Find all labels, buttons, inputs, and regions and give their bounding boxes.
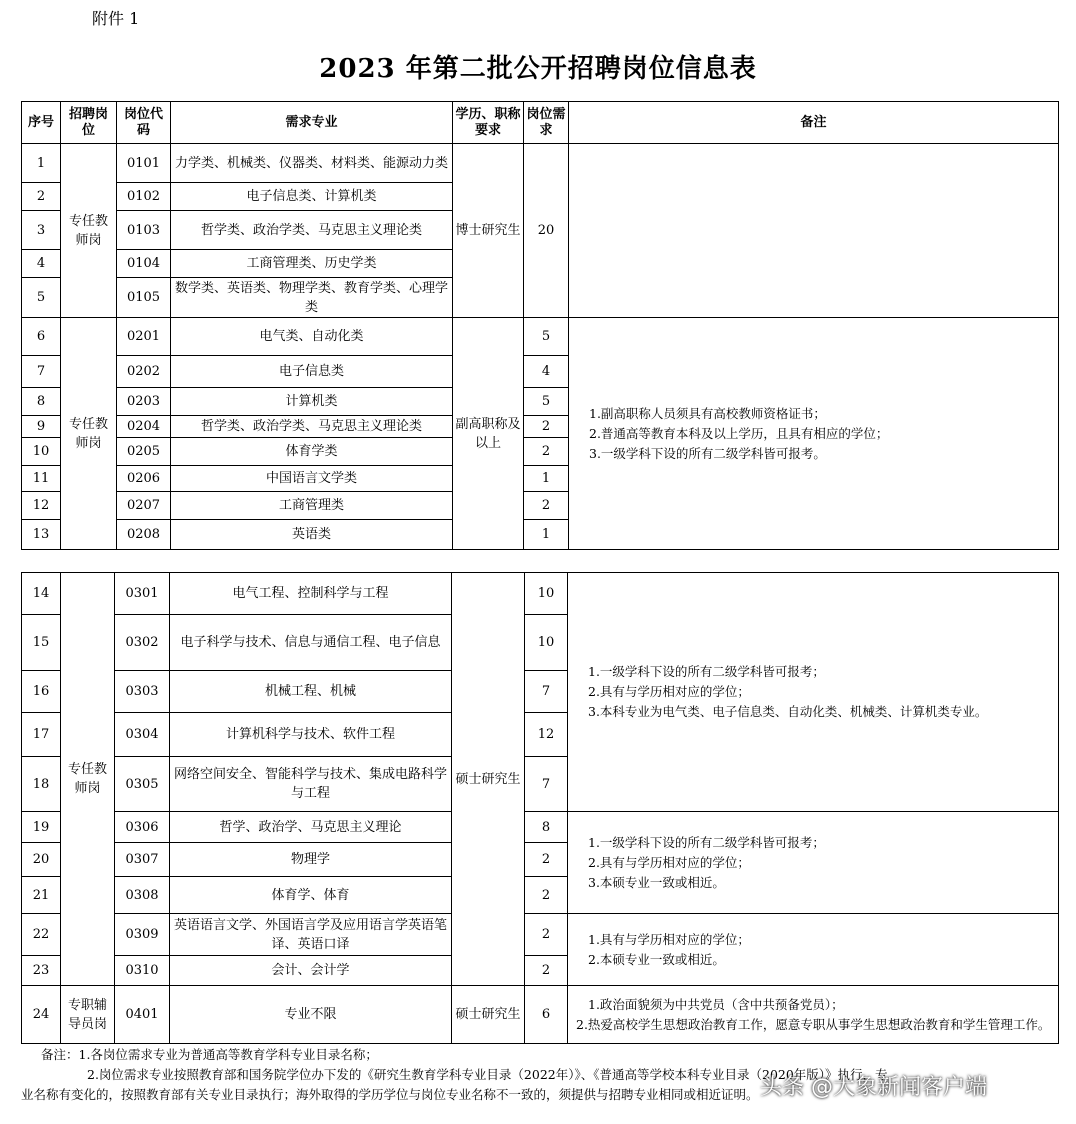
code-cell: 0206 — [117, 466, 171, 492]
remark-line: 3.本科专业为电气类、电子信息类、自动化类、机械类、计算机类专业。 — [588, 704, 988, 719]
count-cell: 2 — [524, 492, 569, 520]
page-title: 2023 年第二批公开招聘岗位信息表 — [319, 54, 757, 84]
count-cell: 10 — [525, 615, 568, 671]
major-cell: 英语语言文学、外国语言学及应用语言学英语笔译、英语口译 — [170, 914, 452, 956]
recruitment-table-part1 — [21, 101, 1059, 550]
count-cell: 10 — [525, 573, 568, 615]
remark-line: 2.普通高等教育本科及以上学历，且具有相应的学位； — [589, 425, 889, 441]
major-cell: 专业不限 — [170, 986, 452, 1044]
remark-line: 1.副高职称人员须具有高校教师资格证书； — [589, 405, 826, 421]
table-row — [22, 318, 1059, 356]
remarks-cell — [568, 812, 1059, 914]
recruitment-table-part2 — [21, 572, 1059, 1044]
seq-cell: 19 — [22, 812, 61, 843]
code-cell: 0201 — [117, 318, 171, 356]
seq-cell: 15 — [22, 615, 61, 671]
count-cell: 1 — [524, 520, 569, 550]
header-edu: 学历、职称要求 — [453, 102, 524, 144]
remarks-cell — [569, 144, 1059, 318]
seq-cell: 14 — [22, 573, 61, 615]
code-cell: 0301 — [115, 573, 170, 615]
edu-cell: 副高职称及以上 — [453, 318, 524, 550]
seq-cell: 5 — [22, 278, 61, 318]
count-cell: 1 — [524, 466, 569, 492]
count-cell: 8 — [525, 812, 568, 843]
major-cell: 会计、会计学 — [170, 956, 452, 986]
code-cell: 0104 — [117, 250, 171, 278]
header-major: 需求专业 — [171, 102, 453, 144]
count-cell: 2 — [525, 877, 568, 914]
major-cell: 计算机类 — [171, 388, 453, 416]
edu-cell: 硕士研究生 — [452, 986, 525, 1044]
major-cell: 中国语言文学类 — [171, 466, 453, 492]
post-cell: 专任教师岗 — [61, 144, 117, 318]
major-cell: 体育学、体育 — [170, 877, 452, 914]
count-cell: 5 — [524, 318, 569, 356]
seq-cell: 13 — [22, 520, 61, 550]
major-cell: 网络空间安全、智能科学与技术、集成电路科学与工程 — [170, 757, 452, 812]
major-cell: 哲学类、政治学类、马克思主义理论类 — [171, 211, 453, 250]
remark-line: 2.本硕专业一致或相近。 — [588, 951, 725, 967]
major-cell: 工商管理类、历史学类 — [171, 250, 453, 278]
remarks-cell — [569, 318, 1059, 550]
code-cell: 0208 — [117, 520, 171, 550]
seq-cell: 2 — [22, 183, 61, 211]
remark-line: 1.一级学科下设的所有二级学科皆可报考； — [588, 834, 825, 850]
count-cell: 12 — [525, 713, 568, 757]
count-cell: 2 — [525, 843, 568, 877]
major-cell: 哲学类、政治学类、马克思主义理论类 — [171, 416, 453, 438]
remark-line: 1.具有与学历相对应的学位； — [588, 931, 750, 947]
header-seq: 序号 — [22, 102, 61, 144]
header-code: 岗位代码 — [117, 102, 171, 144]
seq-cell: 9 — [22, 416, 61, 438]
count-cell: 4 — [524, 356, 569, 388]
major-cell: 工商管理类 — [171, 492, 453, 520]
seq-cell: 18 — [22, 757, 61, 812]
seq-cell: 1 — [22, 144, 61, 183]
seq-cell: 4 — [22, 250, 61, 278]
seq-cell: 21 — [22, 877, 61, 914]
remark-line: 2.热爱高校学生思想政治教育工作，愿意专职从事学生思想政治教育和学生管理工作。 — [576, 1016, 1051, 1032]
attachment-label: 附件 1 — [92, 9, 140, 28]
footnote-line-3: 业名称有变化的，按照教育部有关专业目录执行；海外取得的学历学位与岗位专业名称不一致的，须提供与招聘专业相同或相近证明。 — [21, 1087, 759, 1102]
seq-cell: 20 — [22, 843, 61, 877]
count-cell: 2 — [525, 956, 568, 986]
count-cell: 7 — [525, 671, 568, 713]
seq-cell: 3 — [22, 211, 61, 250]
major-cell: 电气工程、控制科学与工程 — [170, 573, 452, 615]
edu-cell: 硕士研究生 — [452, 573, 525, 986]
major-cell: 数学类、英语类、物理学类、教育学类、心理学类 — [171, 278, 453, 318]
code-cell: 0204 — [117, 416, 171, 438]
table-header-row — [22, 102, 1059, 144]
seq-cell: 22 — [22, 914, 61, 956]
footnote-line-2: 2.岗位需求专业按照教育部和国务院学位办下发的《研究生教育学科专业目录（2022年）》、《普通高等学校本科专业目录（2020年版）》执行，专 — [87, 1067, 888, 1082]
code-cell: 0105 — [117, 278, 171, 318]
footnote-line-1: 备注：1.各岗位需求专业为普通高等教育学科专业目录名称； — [41, 1047, 378, 1062]
seq-cell: 8 — [22, 388, 61, 416]
seq-cell: 17 — [22, 713, 61, 757]
code-cell: 0303 — [115, 671, 170, 713]
remarks-cell — [568, 986, 1059, 1044]
code-cell: 0305 — [115, 757, 170, 812]
count-cell: 2 — [524, 438, 569, 466]
code-cell: 0103 — [117, 211, 171, 250]
count-cell: 7 — [525, 757, 568, 812]
code-cell: 0205 — [117, 438, 171, 466]
table-row — [22, 573, 1059, 615]
count-cell: 2 — [524, 416, 569, 438]
header-remarks: 备注 — [569, 102, 1059, 144]
remark-line: 1.政治面貌须为中共党员（含中共预备党员）； — [588, 996, 844, 1012]
seq-cell: 23 — [22, 956, 61, 986]
seq-cell: 12 — [22, 492, 61, 520]
code-cell: 0101 — [117, 144, 171, 183]
code-cell: 0401 — [115, 986, 170, 1044]
post-cell: 专任教师岗 — [61, 573, 115, 986]
count-cell: 6 — [525, 986, 568, 1044]
remarks-cell — [568, 573, 1059, 812]
major-cell: 物理学 — [170, 843, 452, 877]
code-cell: 0203 — [117, 388, 171, 416]
table-row — [22, 986, 1059, 1044]
code-cell: 0310 — [115, 956, 170, 986]
post-cell: 专职辅导员岗 — [61, 986, 115, 1044]
code-cell: 0202 — [117, 356, 171, 388]
code-cell: 0309 — [115, 914, 170, 956]
table-row — [22, 144, 1059, 183]
seq-cell: 6 — [22, 318, 61, 356]
major-cell: 电子信息类 — [171, 356, 453, 388]
watermark: 头条 @大象新闻客户端 — [760, 1075, 987, 1100]
table-row — [22, 914, 1059, 956]
seq-cell: 7 — [22, 356, 61, 388]
code-cell: 0207 — [117, 492, 171, 520]
major-cell: 体育学类 — [171, 438, 453, 466]
major-cell: 力学类、机械类、仪器类、材料类、能源动力类 — [171, 144, 453, 183]
major-cell: 机械工程、机械 — [170, 671, 452, 713]
major-cell: 电气类、自动化类 — [171, 318, 453, 356]
remark-line: 3.本硕专业一致或相近。 — [588, 874, 725, 890]
major-cell: 电子科学与技术、信息与通信工程、电子信息 — [170, 615, 452, 671]
code-cell: 0304 — [115, 713, 170, 757]
code-cell: 0102 — [117, 183, 171, 211]
post-cell: 专任教师岗 — [61, 318, 117, 550]
edu-cell: 博士研究生 — [453, 144, 524, 318]
header-post: 招聘岗位 — [61, 102, 117, 144]
remarks-cell — [568, 914, 1059, 986]
major-cell: 英语类 — [171, 520, 453, 550]
seq-cell: 16 — [22, 671, 61, 713]
table-row — [22, 812, 1059, 843]
seq-cell: 11 — [22, 466, 61, 492]
count-cell: 5 — [524, 388, 569, 416]
major-cell: 电子信息类、计算机类 — [171, 183, 453, 211]
count-cell: 2 — [525, 914, 568, 956]
count-cell: 20 — [524, 144, 569, 318]
major-cell: 哲学、政治学、马克思主义理论 — [170, 812, 452, 843]
code-cell: 0302 — [115, 615, 170, 671]
remark-line: 3.一级学科下设的所有二级学科皆可报考。 — [589, 445, 826, 461]
remark-line: 1.一级学科下设的所有二级学科皆可报考； — [588, 664, 825, 679]
code-cell: 0306 — [115, 812, 170, 843]
major-cell: 计算机科学与技术、软件工程 — [170, 713, 452, 757]
code-cell: 0308 — [115, 877, 170, 914]
remark-line: 2.具有与学历相对应的学位； — [588, 684, 750, 699]
seq-cell: 10 — [22, 438, 61, 466]
seq-cell: 24 — [22, 986, 61, 1044]
code-cell: 0307 — [115, 843, 170, 877]
header-count: 岗位需求 — [524, 102, 569, 144]
remark-line: 2.具有与学历相对应的学位； — [588, 854, 750, 870]
